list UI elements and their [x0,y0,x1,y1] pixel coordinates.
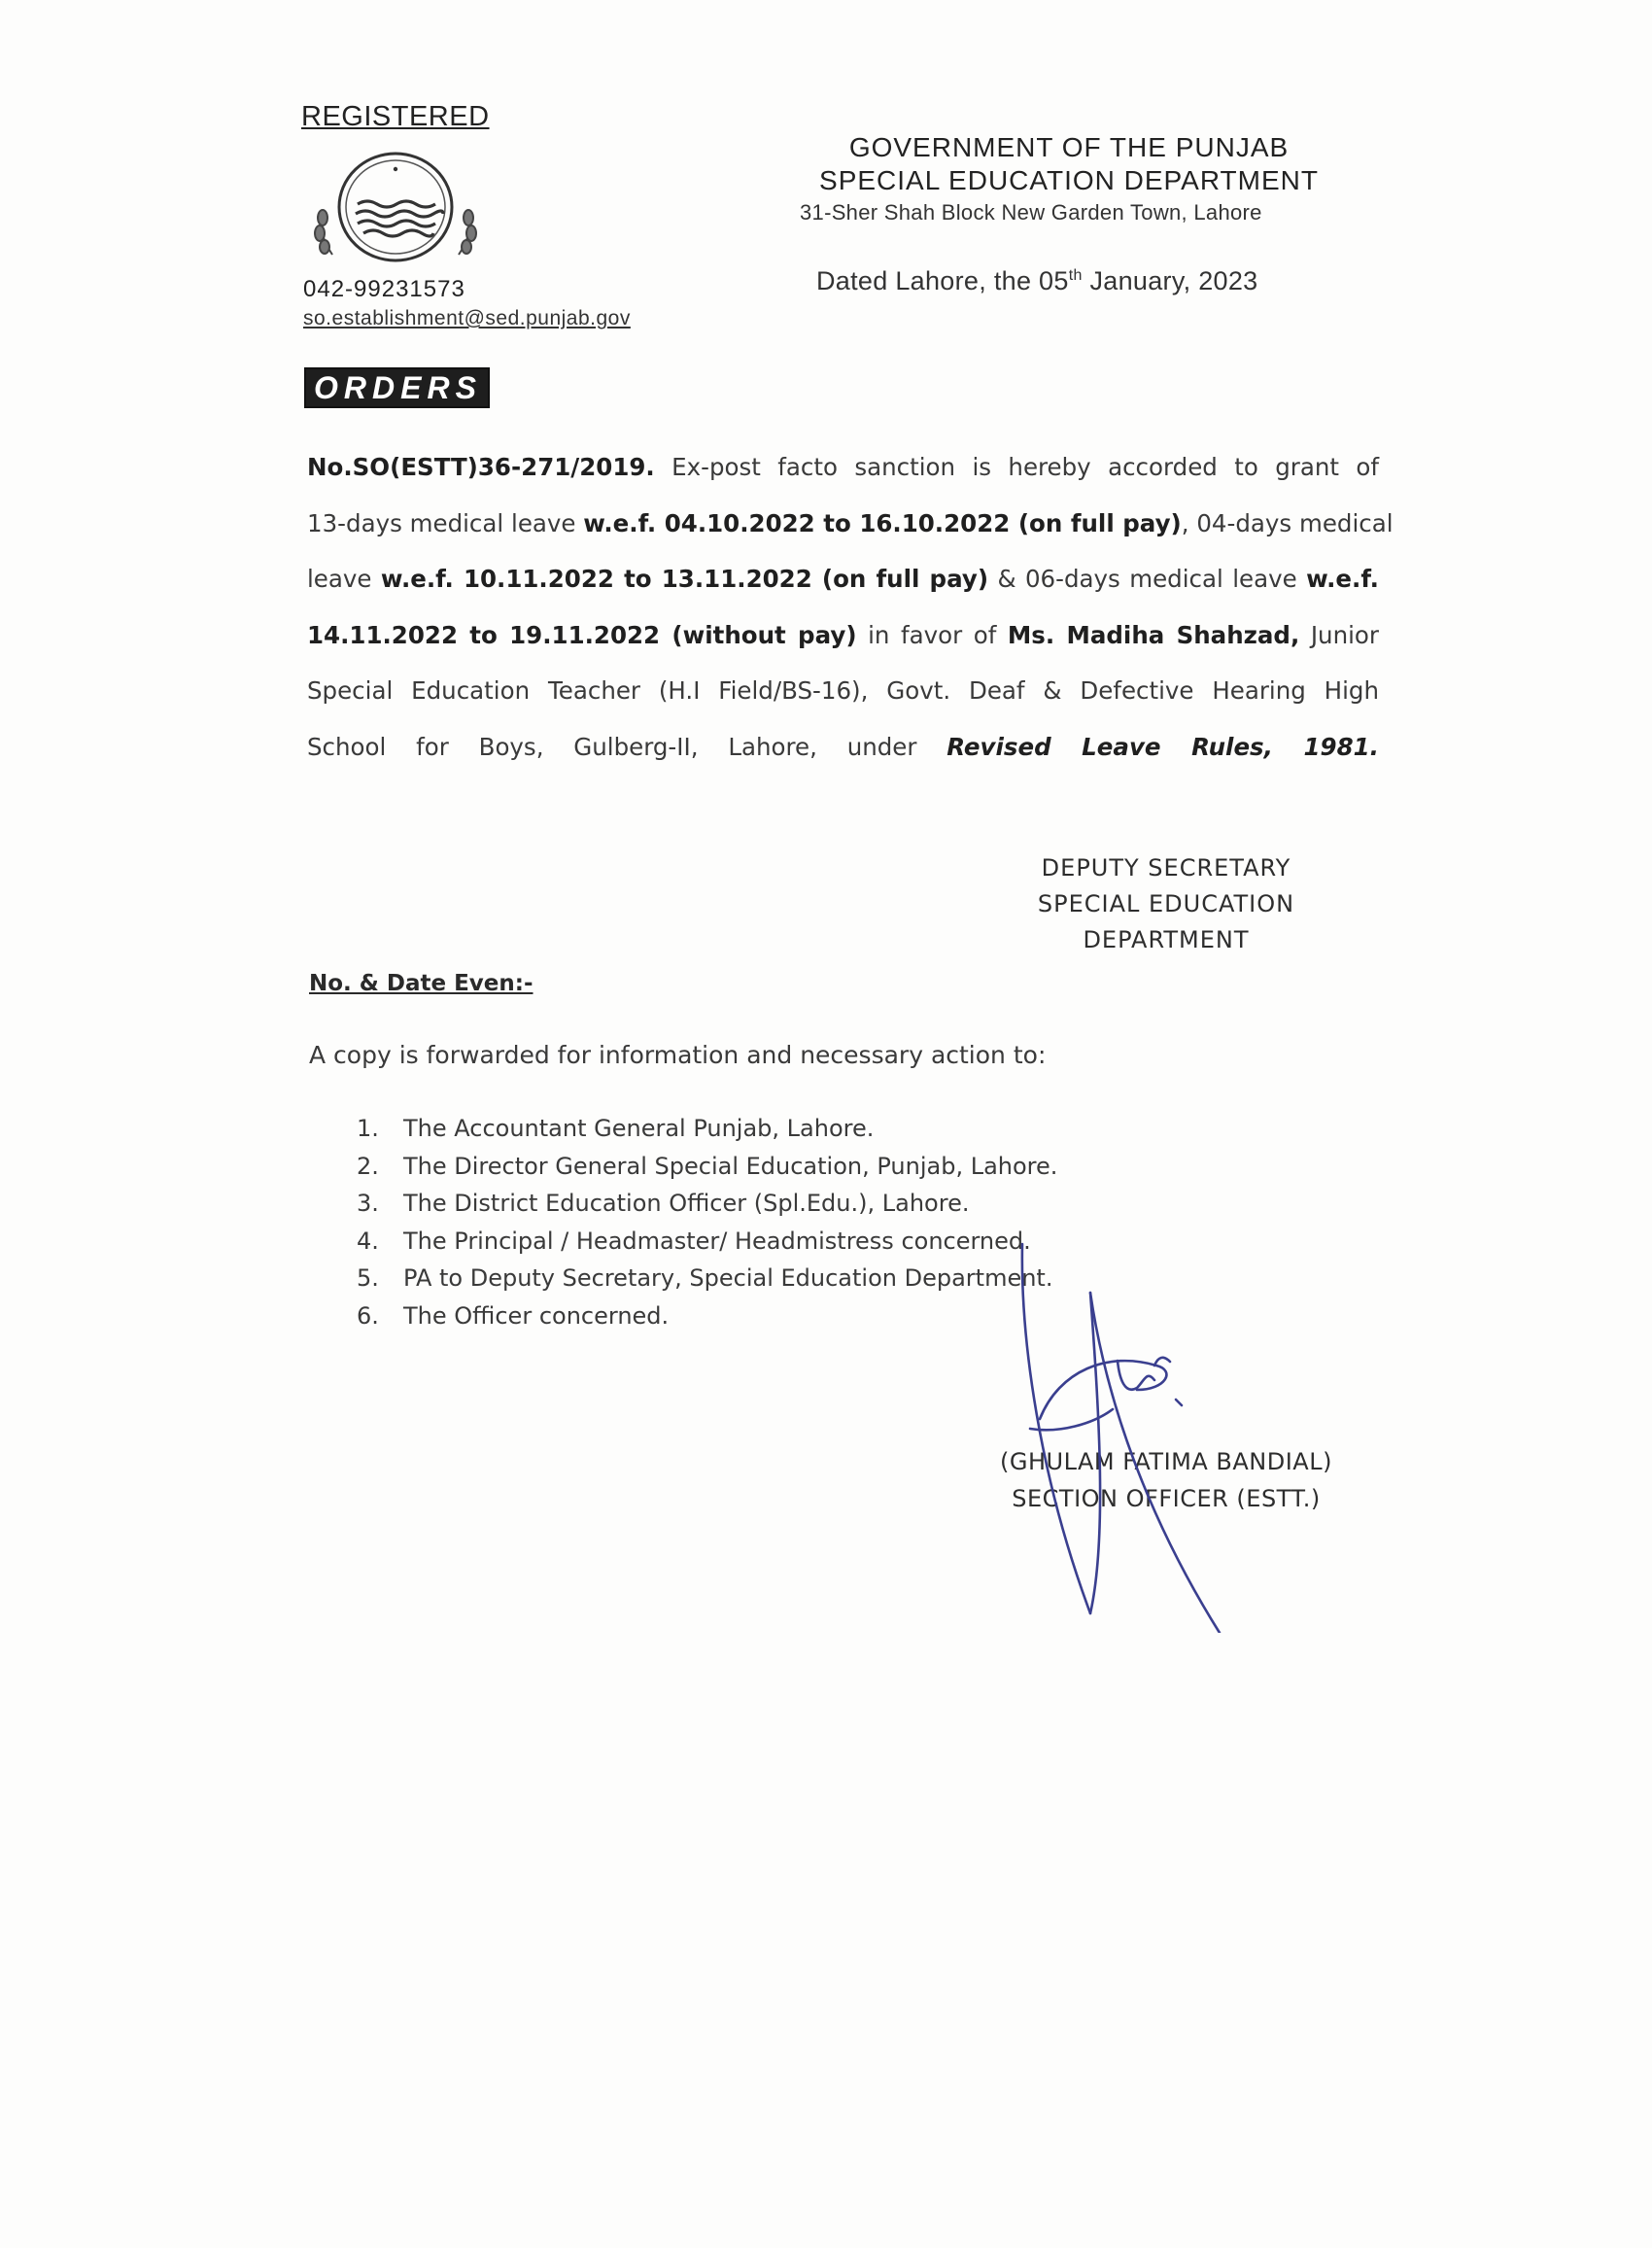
orders-heading: ORDERS [304,367,490,408]
recipient-number: 5. [357,1264,379,1292]
copy-recipient-item [357,1148,1057,1186]
deputy-line-3: DEPARTMENT [1083,926,1250,953]
order-line-6: School for Boys, Gulberg-II, Lahore, under Revised Leave Rules, 1981. [307,732,1379,761]
copy-recipient-list [357,1110,1057,1334]
department-heading [797,132,1341,196]
order-line-2: 13-days medical leave w.e.f. 04.10.2022 to 16.10.2022 (on full pay), 04-days medical [307,508,1394,537]
recipient-text: The Principal / Headmaster/ Headmistress concerned. [403,1227,1031,1255]
header-left [301,101,490,133]
phone-number: 042-99231573 [303,276,465,302]
copy-recipient-item [357,1110,1057,1148]
recipient-number: 2. [357,1152,379,1180]
email-address: so.establishment@sed.punjab.gov [303,307,631,329]
copy-forwarded-text: A copy is forwarded for information and necessary action to: [309,1041,1047,1069]
deputy-line-2: SPECIAL EDUCATION [1037,890,1295,917]
order-line-5: Special Education Teacher (H.I Field/BS-16), Govt. Deaf & Defective Hearing High [307,676,1379,705]
department-title: SPECIAL EDUCATION DEPARTMENT [819,165,1319,195]
recipient-text: The Director General Special Education, Punjab, Lahore. [403,1152,1058,1180]
recipient-number: 1. [357,1115,379,1142]
recipient-number: 3. [357,1190,379,1217]
order-line-1: No.SO(ESTT)36-271/2019. Ex-post facto sanction is hereby accorded to grant of [307,453,1379,481]
order-line-4: 14.11.2022 to 19.11.2022 (without pay) in favor of Ms. Madiha Shahzad, Junior [307,620,1379,649]
copy-recipient-item [357,1185,1057,1223]
handwritten-signature [1001,1225,1254,1633]
recipient-text: The Officer concerned. [403,1301,670,1330]
deputy-secretary-block [981,850,1351,958]
registered-label: REGISTERED [301,101,490,132]
government-title: GOVERNMENT OF THE PUNJAB [848,132,1290,162]
section-officer-title: SECTION OFFICER (ESTT.) [1012,1485,1321,1512]
recipient-text: The Accountant General Punjab, Lahore. [403,1115,875,1142]
copy-recipient-item [357,1223,1057,1261]
order-paragraph [307,439,1394,775]
copy-recipient-item [357,1260,1057,1297]
order-line-3: leave w.e.f. 10.11.2022 to 13.11.2022 (on full pay) & 06-days medical leave w.e.f. [307,565,1379,593]
dated-line: Dated Lahore, the 05th January, 2023 [816,266,1258,295]
recipient-number: 4. [357,1227,379,1255]
even-reference: No. & Date Even:- [309,971,533,996]
department-address: 31-Sher Shah Block New Garden Town, Lahore [800,200,1262,225]
recipient-number: 6. [357,1301,379,1330]
section-officer-name: (GHULAM FATIMA BANDIAL) [1000,1448,1332,1475]
punjab-government-logo-icon [309,146,482,268]
copy-recipient-item [357,1297,1057,1335]
recipient-text: PA to Deputy Secretary, Special Education Department. [403,1264,1053,1292]
recipient-text: The District Education Officer (Spl.Edu.), Lahore. [403,1190,970,1217]
deputy-line-1: DEPUTY SECRETARY [1041,854,1291,882]
